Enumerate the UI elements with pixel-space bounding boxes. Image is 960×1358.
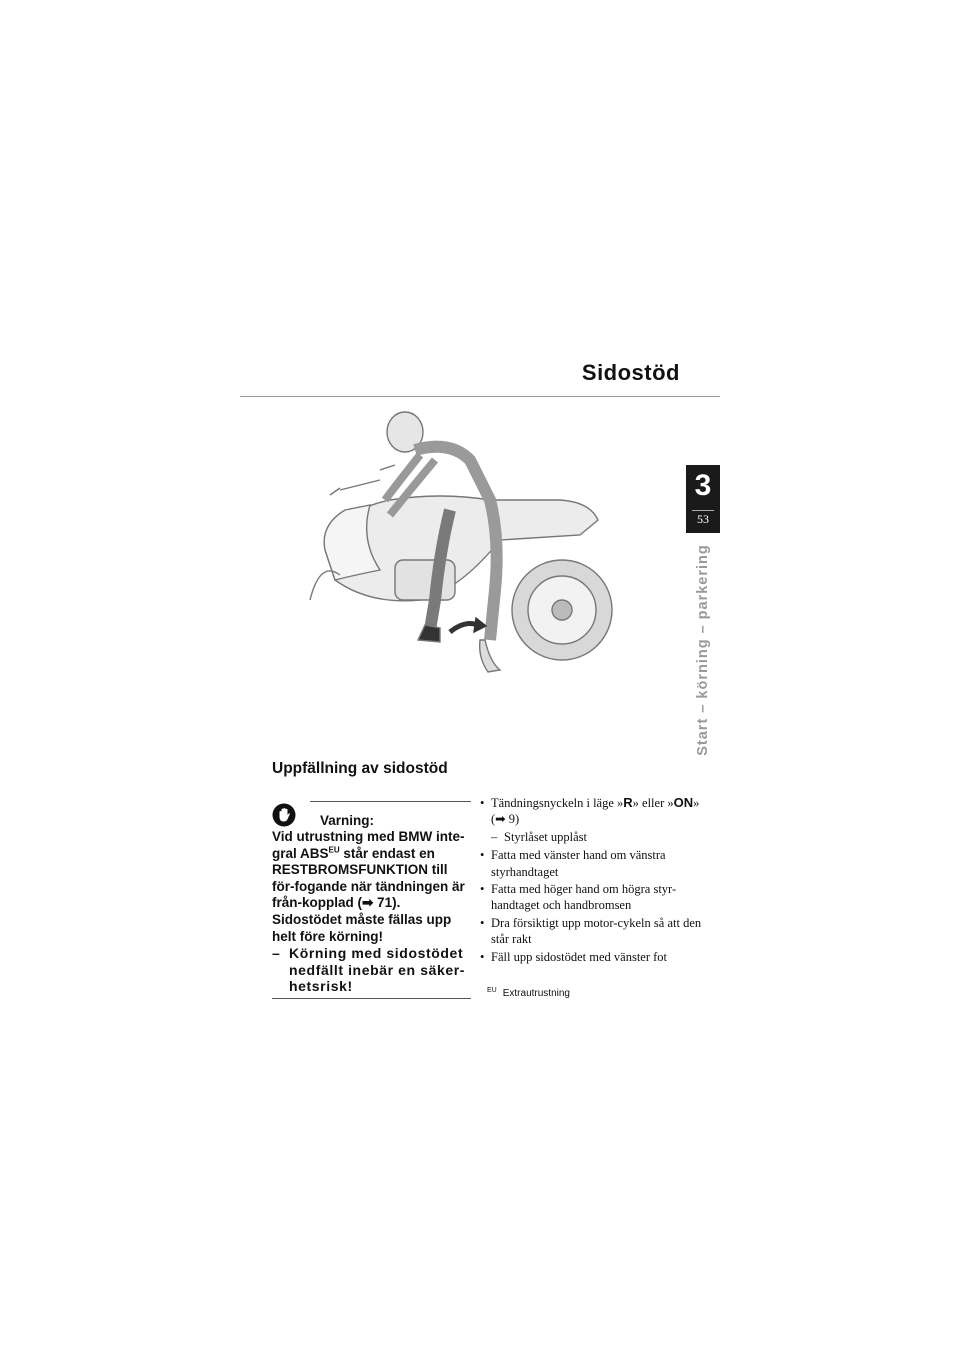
stop-hand-icon (272, 803, 296, 827)
warning-top-rule (310, 801, 471, 802)
list-item: • Fatta med vänster hand om vänstra styrhandtaget (477, 847, 707, 880)
warning-label: Varning: (320, 813, 375, 828)
page-title: Sidostöd (581, 360, 680, 385)
page-number: 53 (697, 512, 709, 526)
steps-list (477, 795, 707, 966)
warning-paragraph-1: Vid utrustning med BMW inte-gral $ABS^{EU}$ står endast en RESTBROMSFUNKTION till för-fogande när tändningen är från-kopplad (➡ 71). (272, 829, 465, 911)
warning-paragraph-2: Sidostödet måste fällas upp helt före körning! (272, 911, 452, 944)
chapter-number: 3 (694, 469, 712, 502)
list-item: • Tändningsnyckeln i läge »R» eller »ON» (➡ 9) (477, 795, 707, 828)
list-item: • Fatta med höger hand om högra styr-handtaget och handbromsen (477, 881, 707, 914)
section-heading: Uppfällning av sidostöd (272, 760, 448, 777)
list-item: • Dra försiktigt upp motor-cykeln så att den står rakt (477, 915, 707, 948)
list-sub-item: – Styrlåset upplåst (477, 829, 707, 845)
warning-dash-item: – Körning med sidostödet nedfällt inebär en säker-hetsrisk! (272, 945, 471, 995)
chapter-tab (686, 465, 720, 533)
warning-body (272, 829, 471, 995)
key-position-r: R (623, 795, 633, 810)
chapter-side-label: Start – körning – parkering (695, 544, 711, 756)
chapter-tab-divider (692, 510, 714, 511)
key-position-on: ON (673, 795, 694, 810)
optional-equipment-marker: EU (328, 845, 340, 855)
list-item: • Fäll upp sidostödet med vänster fot (477, 949, 707, 965)
warning-bottom-rule (272, 998, 471, 999)
footnote-marker: EU (487, 986, 497, 994)
footnote (487, 988, 570, 999)
rider-motorcycle-illustration (300, 400, 620, 680)
header-rule (240, 396, 720, 397)
footnote-text: Extrautrustning (502, 988, 570, 999)
